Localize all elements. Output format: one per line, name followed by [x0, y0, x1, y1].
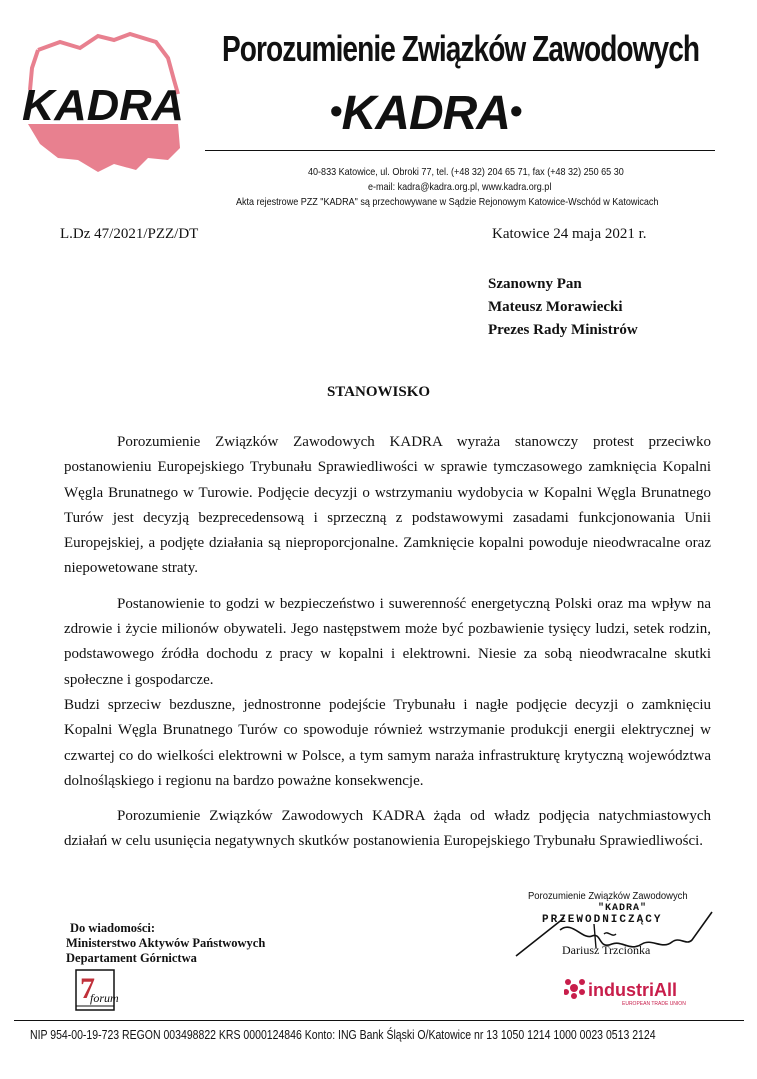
- addressee-title: Prezes Rady Ministrów: [488, 322, 638, 338]
- paragraph-4: Porozumienie Związków Zawodowych KADRA żąda od władz podjęcia natychmiastowych działań w celu usunięcia negatywnych skutków postanowienia Europejskiego Trybunału Sprawiedliwości.: [64, 808, 711, 850]
- forum-logo: [72, 968, 132, 1016]
- handwritten-signature: [512, 900, 722, 960]
- contact-address: 40-833 Katowice, ul. Obroki 77, tel. (+48 32) 204 65 71, fax (+48 32) 250 65 30: [308, 166, 624, 178]
- paragraph-2: Postanowienie to godzi w bezpieczeństwo i suwerenność energetyczną Polski oraz ma wpływ na zdrowie i życie milionów obywateli. Jego następstwem może być pozbawienie tysięcy ludzi, setek rodzin, podstawowego źródła dochodu z pracy w kopalni i elektrowni. Niesie za sobą nieodwracalne skutki społeczne i gospodarcze.: [64, 595, 711, 688]
- org-name: Porozumienie Związków Zawodowych: [222, 28, 700, 69]
- notify-heading: Do wiadomości:: [70, 921, 156, 935]
- footer-company-details: NIP 954-00-19-723 REGON 003498822 KRS 0000124846 Konto: ING Bank Śląski O/Katowice nr 13 1050 1214 1000 0023 0513 2124: [30, 1028, 656, 1042]
- addressee-name: Mateusz Morawiecki: [488, 299, 623, 315]
- stamp-role: PRZEWODNICZĄCY: [542, 914, 663, 926]
- logo-map-fill: [28, 124, 180, 172]
- brand-dot-left: •: [330, 90, 342, 131]
- brand-dot-right: •: [509, 90, 522, 131]
- paragraph-3: Budzi sprzeciw bezduszne, jednostronne podejście Trybunału i nagłe podjęcie decyzji o zamknięciu Kopalni Węgla Brunatnego Turów co spowoduje również wstrzymanie produkcji energii elektrycznej w czwartej co do wielkości elektrowni w Polsce, a tym samym naraża infrastrukturę krytyczną województwa dolnośląskiego i regionu na bardzo poważne konsekwencje.: [64, 696, 711, 789]
- industriall-logo: [564, 976, 714, 1008]
- brand-name: KADRA: [341, 87, 510, 140]
- contact-email: e-mail: kadra@kadra.org.pl, www.kadra.org.pl: [368, 181, 552, 193]
- reference-number: L.Dz 47/2021/PZZ/DT: [60, 226, 199, 242]
- forum-logo-text: forum: [90, 991, 119, 1005]
- logo-text: KADRA: [22, 81, 184, 130]
- industriall-sub: EUROPEAN TRADE UNION: [622, 1001, 686, 1007]
- footer-rule: [14, 1020, 744, 1021]
- paragraph-1: Porozumienie Związków Zawodowych KADRA wyraża stanowczy protest przeciwko postanowieniu Europejskiego Trybunału Sprawiedliwości w sprawie tymczasowego zamknięcia Kopalni Węgla Brunatnego w Turowie. Podjęcie decyzji o wstrzymaniu wydobycia w Kopalni Węgla Brunatnego Turów jest decyzją bezprecedensową i sprzeczną z podstawowymi zasadami funkcjonowania Unii Europejskiej, a podjęte działania są nieproporcjonalne. Zamknięcie kopalni powoduje nieodwracalne oraz niepowetowane straty.: [64, 434, 711, 577]
- contact-registry: Akta rejestrowe PZZ "KADRA" są przechowywane w Sądzie Rejonowym Katowice-Wschód w Katowicach: [236, 196, 659, 208]
- industriall-text: industriAll: [588, 980, 677, 1000]
- place-date: Katowice 24 maja 2021 r.: [492, 226, 647, 242]
- stamp-org: Porozumienie Związków Zawodowych: [528, 890, 688, 902]
- notify-recipient-2: Departament Górnictwa: [66, 951, 197, 965]
- brand-line: [330, 86, 522, 141]
- kadra-logo: [18, 28, 188, 178]
- stamp-brand: "KADRA": [598, 903, 648, 914]
- letter-body: [64, 430, 711, 855]
- notify-recipient-1: Ministerstwo Aktywów Państwowych: [66, 936, 266, 950]
- addressee-salutation: Szanowny Pan: [488, 276, 582, 292]
- document-title: STANOWISKO: [326, 384, 431, 400]
- signer-name: Dariusz Trzcionka: [562, 943, 651, 957]
- forum-logo-number: 7: [80, 972, 95, 1005]
- industriall-icon: [564, 979, 585, 999]
- header-rule: [205, 150, 715, 151]
